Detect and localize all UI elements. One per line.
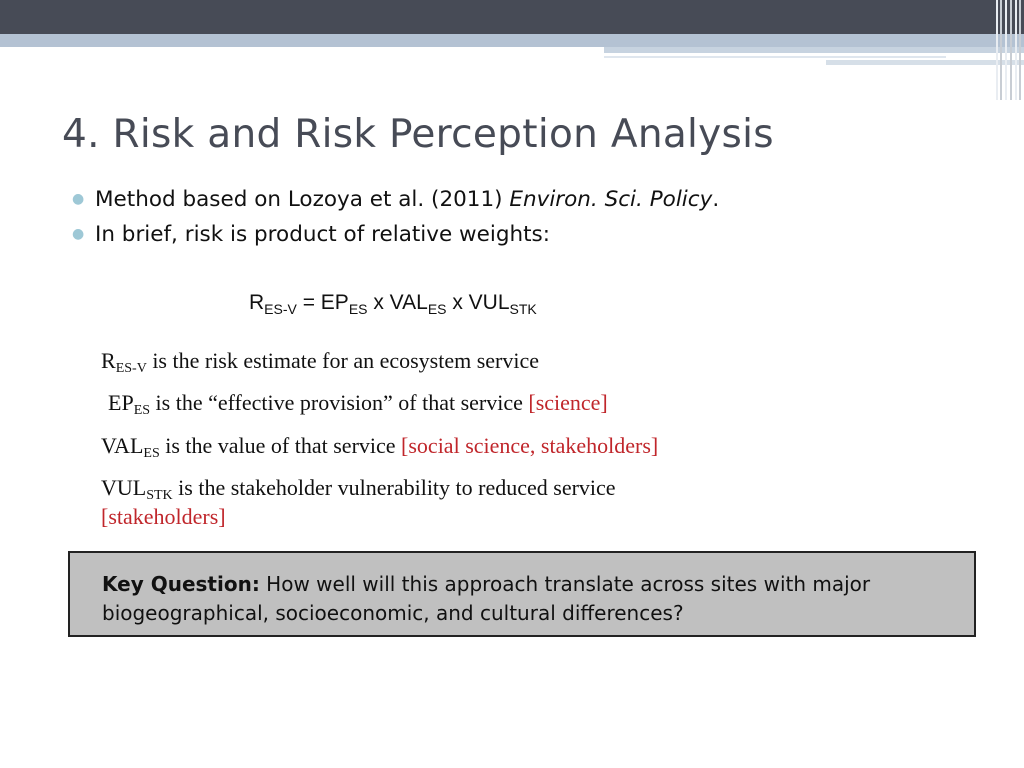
definition-vul-tag: [stakeholders] — [101, 504, 226, 529]
header-accent-line — [604, 56, 946, 58]
definition-risk: $R_{ES-V}$ is the risk estimate for an ecosystem service — [101, 348, 540, 376]
definition-val: $VAL_{ES}$ is the value of that service [social science, stakeholders] — [101, 433, 659, 461]
definition-vul: $VUL_{STK}$ is the stakeholder vulnerability to reduced service — [101, 475, 616, 503]
header-accent-line — [604, 47, 1024, 53]
risk-formula: $R_{ES-V} = EP_{ES}$ x $VAL_{ES}$ x $VUL_{STK}$ — [249, 291, 537, 317]
header-band-dark — [0, 0, 1024, 34]
slide-title: 4. Risk and Risk Perception Analysis — [62, 112, 774, 157]
bullet-dot-icon: ● — [72, 191, 85, 207]
journal-name: Environ. Sci. Policy — [509, 187, 713, 212]
key-question-box — [68, 551, 976, 637]
header-band-light — [0, 34, 1024, 47]
bullet-list — [72, 187, 719, 257]
key-question-text: Key Question: How well will this approach translate across sites with major biogeographical, socioeconomic, and cultural differences? — [102, 572, 871, 625]
corner-stripes — [992, 0, 1024, 100]
bullet-item: ● In brief, risk is product of relative weights: — [72, 222, 550, 247]
bullet-item: ● Method based on Lozoya et al. (2011) Environ. Sci. Policy. — [72, 187, 720, 212]
bullet-dot-icon: ● — [72, 226, 85, 242]
definition-ep: $EP_{ES}$ is the “effective provision” of that service [science] — [108, 390, 608, 418]
